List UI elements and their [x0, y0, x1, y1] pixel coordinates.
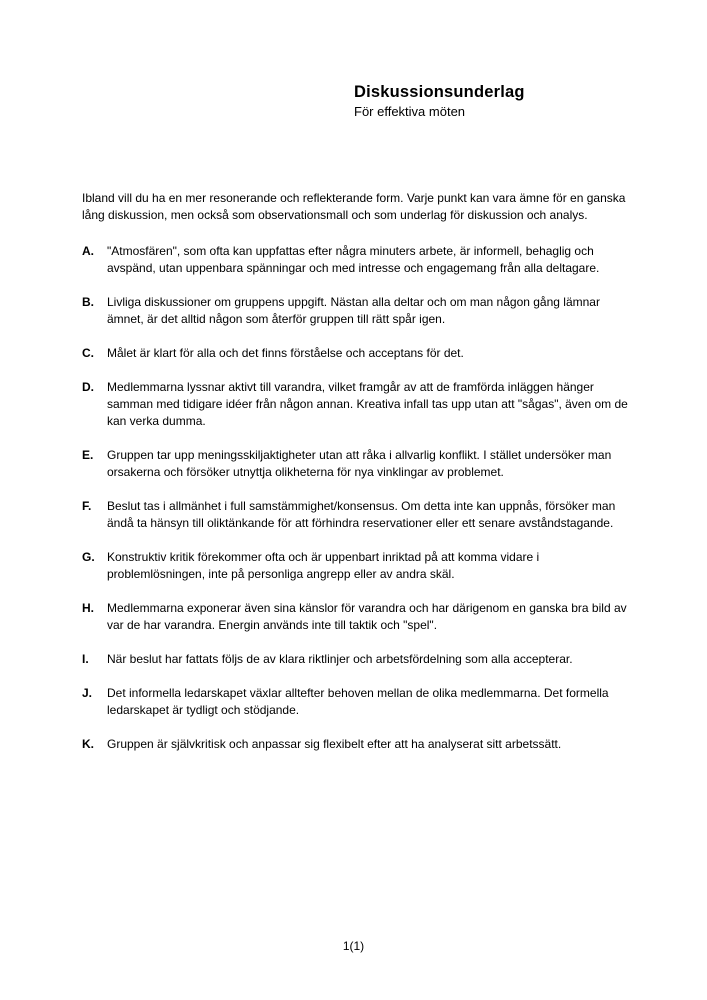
- list-item-letter: B.: [82, 295, 94, 309]
- list-item-letter: C.: [82, 346, 94, 360]
- list-item-letter: G.: [82, 550, 95, 564]
- intro-paragraph: Ibland vill du ha en mer resonerande och reflekterande form. Varje punkt kan vara ämne för en ganska lång diskussion, men också som observationsmall och som underlag för diskussion och analys.: [82, 191, 626, 222]
- list-item-text: Gruppen tar upp meningsskiljaktigheter utan att råka i allvarlig konflikt. I stället undersöker man orsakerna och försöker utnyttja olikheterna för nya vinklingar av problemet.: [107, 448, 612, 479]
- list-item-j: [82, 685, 629, 719]
- page-number: 1(1): [342, 939, 365, 953]
- list-item-letter: E.: [82, 448, 94, 462]
- list-item-letter: J.: [82, 686, 93, 700]
- list-item-text: Målet är klart för alla och det finns förståelse och acceptans för det.: [107, 346, 464, 360]
- list-item-text: Livliga diskussioner om gruppens uppgift. Nästan alla deltar och om man någon gång lämnar ämnet, är det alltid någon som återför gruppen till rätt spår igen.: [107, 295, 600, 326]
- list-item-i: [82, 651, 629, 668]
- list-item-text: "Atmosfären", som ofta kan uppfattas efter några minuters arbete, är informell, behaglig och avspänd, utan uppenbara spänningar och med intresse och engagemang från alla deltagare.: [107, 244, 600, 275]
- list-item-text: Det informella ledarskapet växlar alltefter behoven mellan de olika medlemmarna. Det formella ledarskapet är tydligt och stödjande.: [107, 686, 609, 717]
- list-item-a: [82, 243, 629, 277]
- list-item-letter: A.: [82, 244, 94, 258]
- list-item-letter: F.: [82, 499, 92, 513]
- list-item-letter: I.: [82, 652, 89, 666]
- list-item-letter: D.: [82, 380, 94, 394]
- list-item-h: [82, 600, 629, 634]
- list-item-d: [82, 379, 629, 430]
- list-item-text: Gruppen är självkritisk och anpassar sig flexibelt efter att ha analyserat sitt arbetssätt.: [107, 737, 562, 751]
- list-item-text: Medlemmarna lyssnar aktivt till varandra, vilket framgår av att de framförda inläggen hänger samman med tidigare idéer från någon annan. Kreativa infall tas upp utan att "sågas", även om de kan verka dumma.: [107, 380, 628, 428]
- list-item-text: Konstruktiv kritik förekommer ofta och är uppenbart inriktad på att komma vidare i problemlösningen, inte på personliga angrepp eller av andra skäl.: [107, 550, 540, 581]
- list-item-e: [82, 447, 629, 481]
- document-subtitle: För effektiva möten: [354, 104, 466, 119]
- list-item-c: [82, 345, 629, 362]
- list-item-g: [82, 549, 629, 583]
- list-item-k: [82, 736, 629, 753]
- document-title: Diskussionsunderlag: [354, 83, 525, 101]
- list-item-letter: K.: [82, 737, 94, 751]
- list-item-text: Beslut tas i allmänhet i full samstämmighet/konsensus. Om detta inte kan uppnås, försöker man ändå ta hänsyn till oliktänkande för att förhindra reservationer eller ett senare avståndstagande.: [107, 499, 616, 530]
- list-item-b: [82, 294, 629, 328]
- list-item-f: [82, 498, 629, 532]
- list-item-text: Medlemmarna exponerar även sina känslor för varandra och har därigenom en ganska bra bild av var de har varandra. Energin används inte till taktik och "spel".: [107, 601, 627, 632]
- list-item-letter: H.: [82, 601, 94, 615]
- document-body: [82, 190, 629, 770]
- title-block: [354, 83, 525, 119]
- list-item-text: När beslut har fattats följs de av klara riktlinjer och arbetsfördelning som alla accepterar.: [107, 652, 573, 666]
